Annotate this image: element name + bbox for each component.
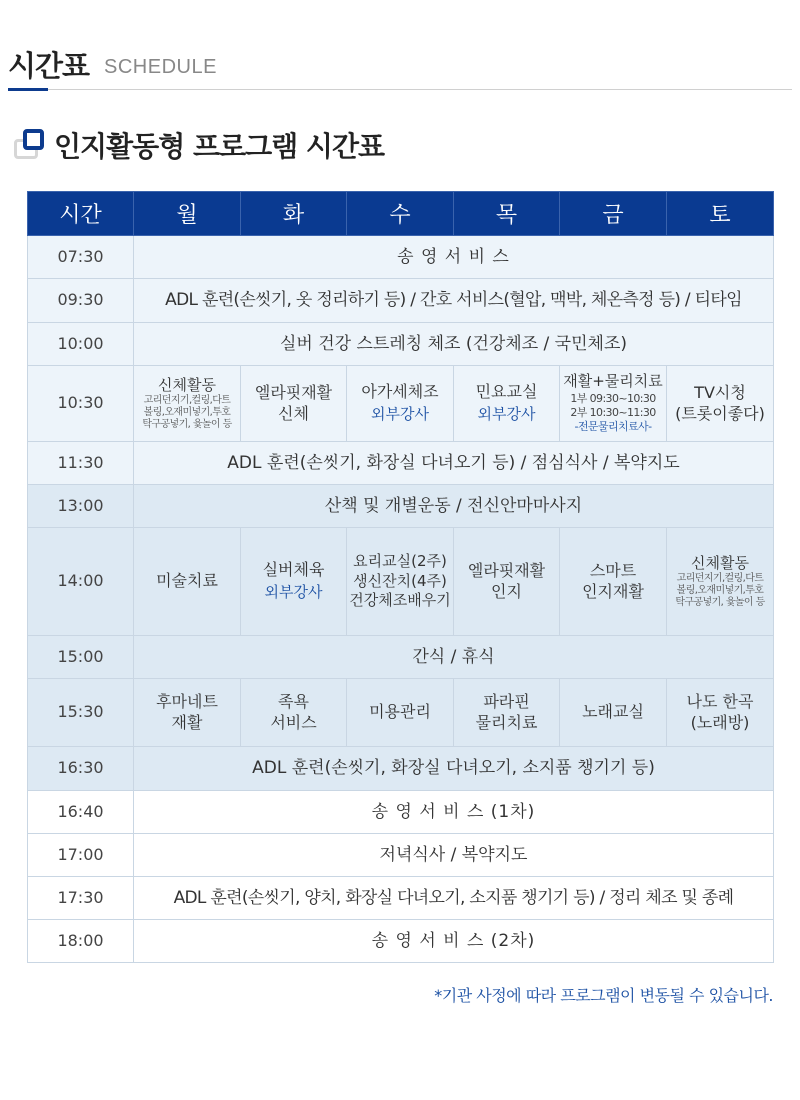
table-row: [28, 442, 774, 485]
footnote: *기관 사정에 따라 프로그램이 변동될 수 있습니다.: [434, 986, 773, 1005]
cell-line: 재활+물리치료: [563, 372, 663, 391]
activity-cell: ADL 훈련(손씻기, 화장실 다녀오기 등) / 점심식사 / 복약지도: [134, 442, 774, 485]
time-cell: 17:00: [28, 834, 134, 877]
activity-cell: 실버 건강 스트레칭 체조 (건강체조 / 국민체조): [134, 323, 774, 366]
cell-line: 민요교실: [475, 382, 538, 402]
cell-line: 물리치료: [475, 712, 538, 732]
cell-subline: 2부 10:30~11:30: [570, 406, 656, 420]
activity-cell: [667, 679, 774, 747]
cell-line: 아가세체조: [361, 382, 439, 402]
time-cell: 17:30: [28, 877, 134, 920]
activity-cell: [134, 679, 241, 747]
table-row: [28, 279, 774, 323]
activity-cell: [454, 366, 560, 442]
table-row: [28, 323, 774, 366]
section-title: 인지활동형 프로그램 시간표: [54, 130, 385, 163]
activity-cell: [667, 366, 774, 442]
header-time: 시간: [28, 192, 134, 236]
schedule-table: [27, 191, 774, 963]
time-cell: 07:30: [28, 236, 134, 279]
activity-cell: [560, 528, 667, 636]
instructor-label: 외부강사: [477, 404, 536, 423]
cell-line: 파라핀: [483, 691, 530, 711]
cell-line: 후마네트: [156, 691, 218, 711]
cell-subline: 탁구공넣기, 윷놀이 등: [675, 597, 765, 609]
activity-cell: [241, 366, 347, 442]
time-cell: 16:30: [28, 747, 134, 791]
cell-line: 요리교실(2주): [353, 552, 447, 571]
time-cell: 15:00: [28, 636, 134, 679]
cell-line: 신체활동: [158, 375, 216, 394]
activity-cell: [454, 679, 560, 747]
header-wed: 수: [347, 192, 454, 236]
cell-line: (노래방): [690, 712, 750, 732]
activity-cell: [560, 679, 667, 747]
time-cell: 10:30: [28, 366, 134, 442]
activity-cell: [241, 679, 347, 747]
page-header: [8, 44, 792, 92]
table-row: [28, 528, 774, 636]
header-mon: 월: [134, 192, 241, 236]
activity-cell: [134, 528, 241, 636]
table-row: [28, 679, 774, 747]
cell-line: 재활: [171, 712, 203, 732]
cell-subline: 고리던지기,컬링,다트: [676, 573, 764, 585]
page-title: 시간표: [8, 49, 90, 83]
time-cell: 16:40: [28, 791, 134, 834]
cell-line: 생신잔치(4주): [353, 571, 447, 590]
cell-line: 미용관리: [369, 702, 431, 722]
header-fri: 금: [560, 192, 667, 236]
table-row: [28, 920, 774, 963]
cell-line: 족욕: [278, 691, 309, 711]
activity-cell: ADL 훈련(손씻기, 화장실 다녀오기, 소지품 챙기기 등): [134, 747, 774, 791]
cell-line: 서비스: [270, 712, 317, 732]
header-thu: 목: [454, 192, 560, 236]
cell-subline: 1부 09:30~10:30: [570, 391, 656, 405]
time-cell: 09:30: [28, 279, 134, 323]
table-row: [28, 834, 774, 877]
header-divider: [8, 89, 792, 90]
activity-cell: 송 영 서 비 스 (2차): [134, 920, 774, 963]
header-sat: 토: [667, 192, 774, 236]
table-row: [28, 485, 774, 528]
time-cell: 10:00: [28, 323, 134, 366]
activity-cell: ADL 훈련(손씻기, 양치, 화장실 다녀오기, 소지품 챙기기 등) / 정리 체조 및 종례: [134, 877, 774, 920]
cell-line: 나도 한곡: [686, 691, 754, 711]
activity-cell: [454, 528, 560, 636]
time-cell: 13:00: [28, 485, 134, 528]
cell-line: 실버체육: [262, 560, 325, 580]
cell-line: 스마트: [589, 560, 637, 580]
activity-cell: [347, 366, 454, 442]
time-cell: 15:30: [28, 679, 134, 747]
table-row: [28, 636, 774, 679]
activity-cell: [347, 528, 454, 636]
cell-line: 엘라핏재활: [254, 382, 333, 402]
table-row: [28, 366, 774, 442]
time-cell: 11:30: [28, 442, 134, 485]
table-row: [28, 747, 774, 791]
cell-line: 노래교실: [582, 702, 644, 722]
activity-cell: [241, 528, 347, 636]
checkbox-icon: [14, 129, 44, 159]
activity-cell: 송 영 서 비 스: [134, 236, 774, 279]
cell-line: 미술치료: [156, 571, 218, 591]
cell-subline: 볼링,오재미넣기,투호: [676, 585, 764, 597]
page-title-en: SCHEDULE: [104, 56, 217, 78]
table-row: [28, 236, 774, 279]
cell-line: (트롯이좋다): [675, 403, 765, 423]
activity-cell: 송 영 서 비 스 (1차): [134, 791, 774, 834]
cell-subline: 볼링,오재미넣기,투호: [143, 407, 231, 419]
header-accent-bar: [8, 88, 48, 91]
cell-subline: 고리던지기,컬링,다트: [143, 395, 231, 407]
cell-subline: -전문물리치료사-: [574, 420, 652, 434]
activity-cell: [347, 679, 454, 747]
activity-cell: ADL 훈련(손씻기, 옷 정리하기 등) / 간호 서비스(혈압, 맥박, 체온측정 등) / 티타임: [134, 279, 774, 323]
instructor-label: 외부강사: [264, 582, 323, 601]
cell-line: 신체활동: [691, 553, 749, 572]
table-header-row: [28, 192, 774, 236]
activity-cell: [134, 366, 241, 442]
cell-line: TV시청: [694, 382, 746, 402]
activity-cell: 간식 / 휴식: [134, 636, 774, 679]
time-cell: 14:00: [28, 528, 134, 636]
cell-line: 인지: [491, 581, 522, 601]
instructor-label: 외부강사: [371, 404, 429, 423]
table-row: [28, 877, 774, 920]
activity-cell: 산책 및 개별운동 / 전신안마마사지: [134, 485, 774, 528]
activity-cell: [667, 528, 774, 636]
header-tue: 화: [241, 192, 347, 236]
cell-line: 엘라핏재활: [467, 560, 546, 580]
time-cell: 18:00: [28, 920, 134, 963]
cell-line: 인지재활: [582, 581, 644, 601]
activity-cell: [560, 366, 667, 442]
cell-subline: 탁구공넣기, 윷놀이 등: [142, 419, 232, 431]
table-row: [28, 791, 774, 834]
cell-line: 건강체조배우기: [349, 591, 451, 610]
cell-line: 신체: [278, 403, 309, 423]
activity-cell: 저녁식사 / 복약지도: [134, 834, 774, 877]
